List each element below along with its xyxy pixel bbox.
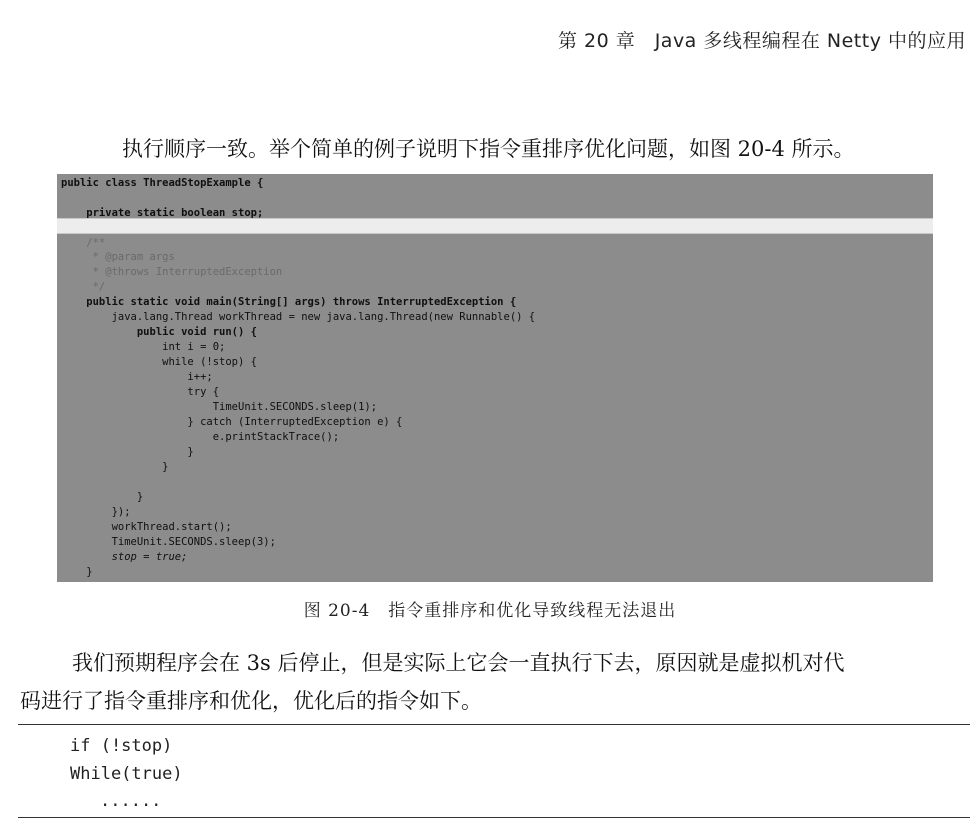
code-line: TimeUnit.SECONDS.sleep(1); bbox=[61, 401, 378, 413]
code-line: } catch (InterruptedException e) { bbox=[61, 416, 403, 428]
code-line: } bbox=[61, 491, 144, 503]
code-block-line: if (!stop) bbox=[70, 736, 173, 756]
code-line: private static boolean stop; bbox=[61, 207, 264, 219]
code-line: while (!stop) { bbox=[61, 356, 257, 368]
code-block-top-rule bbox=[18, 724, 970, 725]
body-paragraph-line: 我们预期程序会在 3s 后停止，但是实际上它会一直执行下去，原因就是虚拟机对代 bbox=[72, 651, 845, 675]
body-paragraph bbox=[20, 644, 845, 720]
code-line: }); bbox=[61, 506, 131, 518]
code-line: } bbox=[61, 461, 169, 473]
code-line: try { bbox=[61, 386, 220, 398]
code-line: /** bbox=[61, 237, 106, 249]
code-line: public class ThreadStopExample { bbox=[61, 177, 264, 189]
code-line: public void run() { bbox=[61, 326, 257, 338]
code-line: * @throws InterruptedException bbox=[61, 266, 283, 278]
code-line: workThread.start(); bbox=[61, 521, 232, 533]
code-block-bottom-rule bbox=[18, 817, 970, 818]
code-screenshot-figure bbox=[57, 174, 933, 582]
running-header: 第 20 章 Java 多线程编程在 Netty 中的应用 bbox=[557, 30, 966, 52]
code-line: } bbox=[61, 566, 93, 578]
code-line: public static void main(String[] args) throws InterruptedException { bbox=[61, 296, 517, 308]
body-paragraph-line: 码进行了指令重排序和优化，优化后的指令如下。 bbox=[20, 689, 482, 713]
code-line: */ bbox=[61, 281, 106, 293]
code-block-line: ...... bbox=[100, 791, 162, 811]
code-line: e.printStackTrace(); bbox=[61, 431, 340, 443]
code-line: i++; bbox=[61, 371, 213, 383]
code-line: int i = 0; bbox=[61, 341, 226, 353]
code-line: stop = true; bbox=[61, 551, 188, 563]
code-line: } bbox=[61, 446, 194, 458]
figure-caption: 图 20-4 指令重排序和优化导致线程无法退出 bbox=[303, 601, 677, 621]
highlighted-line-bar bbox=[57, 218, 933, 234]
code-line: java.lang.Thread workThread = new java.lang.Thread(new Runnable() { bbox=[61, 311, 536, 323]
code-block-line: While(true) bbox=[70, 764, 183, 784]
intro-paragraph: 执行顺序一致。举个简单的例子说明下指令重排序优化问题，如图 20-4 所示。 bbox=[122, 137, 855, 161]
code-line: TimeUnit.SECONDS.sleep(3); bbox=[61, 536, 276, 548]
code-line: * @param args bbox=[61, 251, 175, 263]
